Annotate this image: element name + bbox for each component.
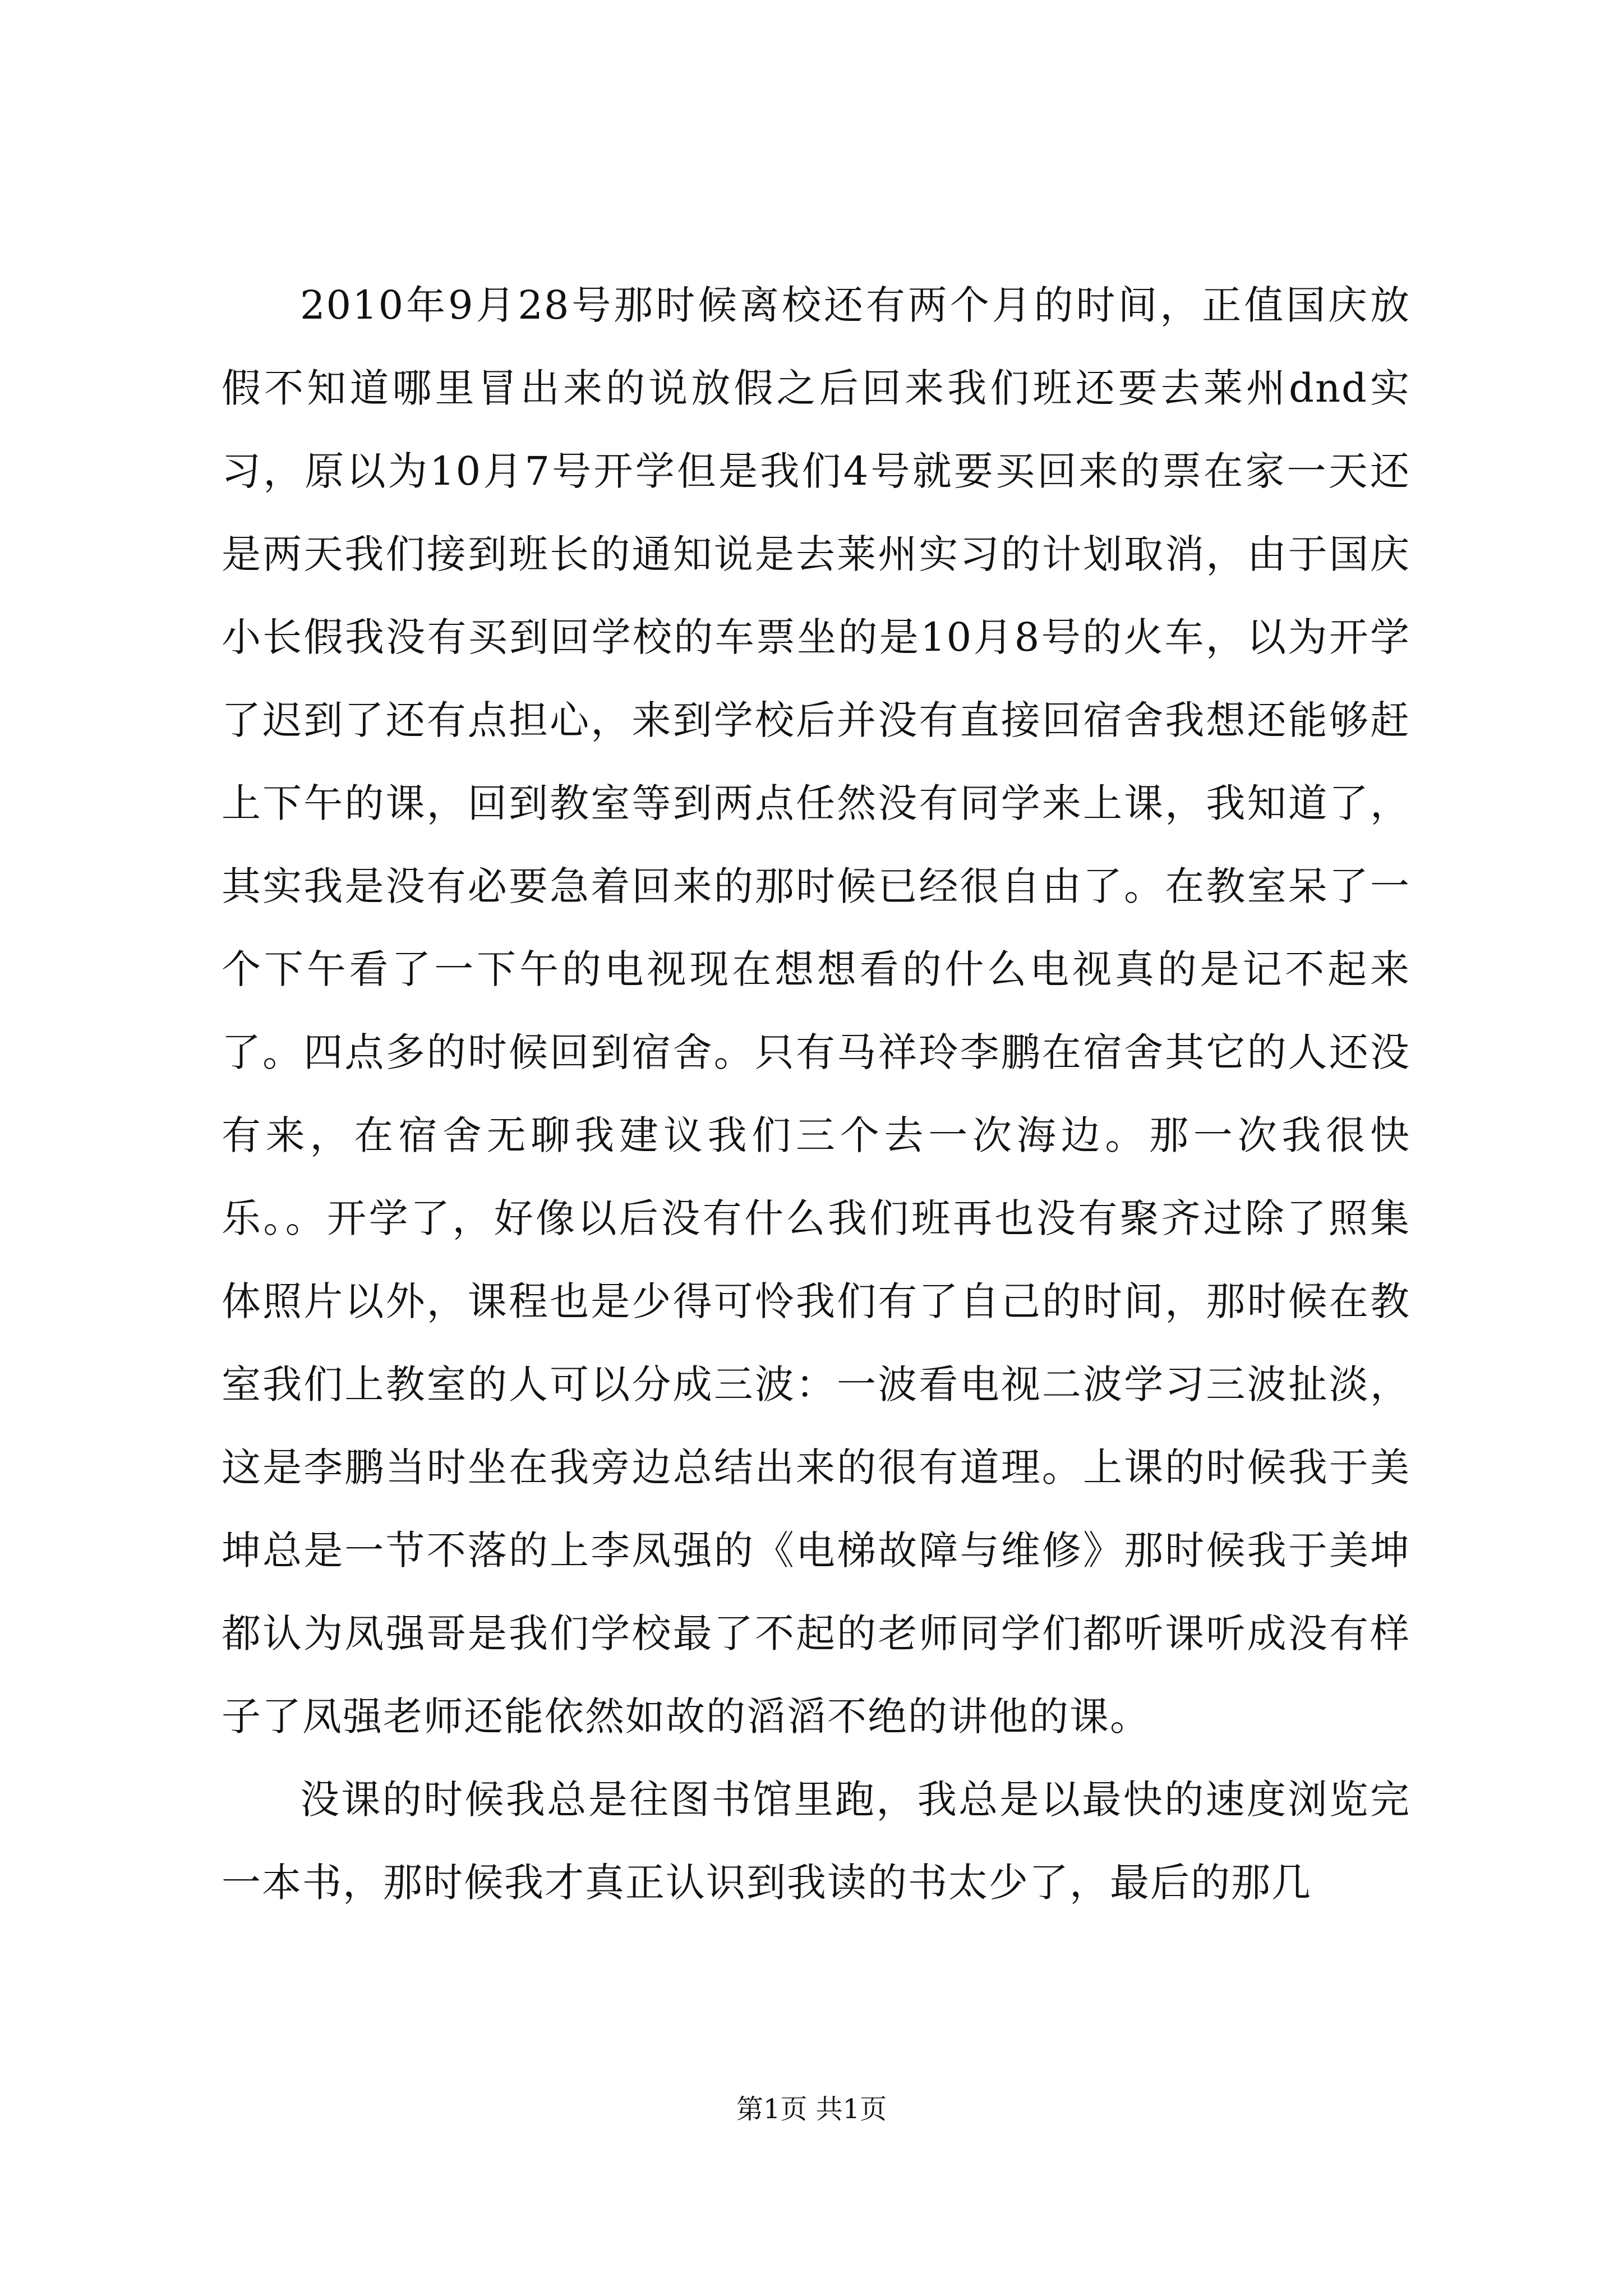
paragraph-1: 2010年9月28号那时候离校还有两个月的时间，正值国庆放假不知道哪里冒出来的说放假之后回来我们班还要去莱州dnd实习，原以为10月7号开学但是我们4号就要买回来的票在家一天还是两天我们接到班长的通知说是去莱州实习的计划取消，由于国庆小长假我没有买到回学校的车票坐的是10月8号的火车，以为开学了迟到了还有点担心，来到学校后并没有直接回宿舍我想还能够赶上下午的课，回到教室等到两点任然没有同学来上课，我知道了，其实我是没有必要急着回来的那时候已经很自由了。在教室呆了一个下午看了一下午的电视现在想想看的什么电视真的是记不起来了。四点多的时候回到宿舍。只有马祥玲李鹏在宿舍其它的人还没有来，在宿舍无聊我建议我们三个去一次海边。那一次我很快乐。。开学了，好像以后没有什么我们班再也没有聚齐过除了照集体照片以外，课程也是少得可怜我们有了自己的时间，那时候在教室我们上教室的人可以分成三波：一波看电视二波学习三波扯淡，这是李鹏当时坐在我旁边总结出来的很有道理。上课的时候我于美坤总是一节不落的上李凤强的《电梯故障与维修》那时候我于美坤都认为凤强哥是我们学校最了不起的老师同学们都听课听成没有样子了凤强老师还能依然如故的滔滔不绝的讲他的课。 (222, 282, 1410, 1740)
paragraph-2: 没课的时候我总是往图书馆里跑，我总是以最快的速度浏览完一本书，那时候我才真正认识到我读的书太少了，最后的那几 (222, 1777, 1410, 1906)
document-body (222, 264, 1410, 1924)
page-footer: 第1页 共1页 (736, 2093, 887, 2125)
